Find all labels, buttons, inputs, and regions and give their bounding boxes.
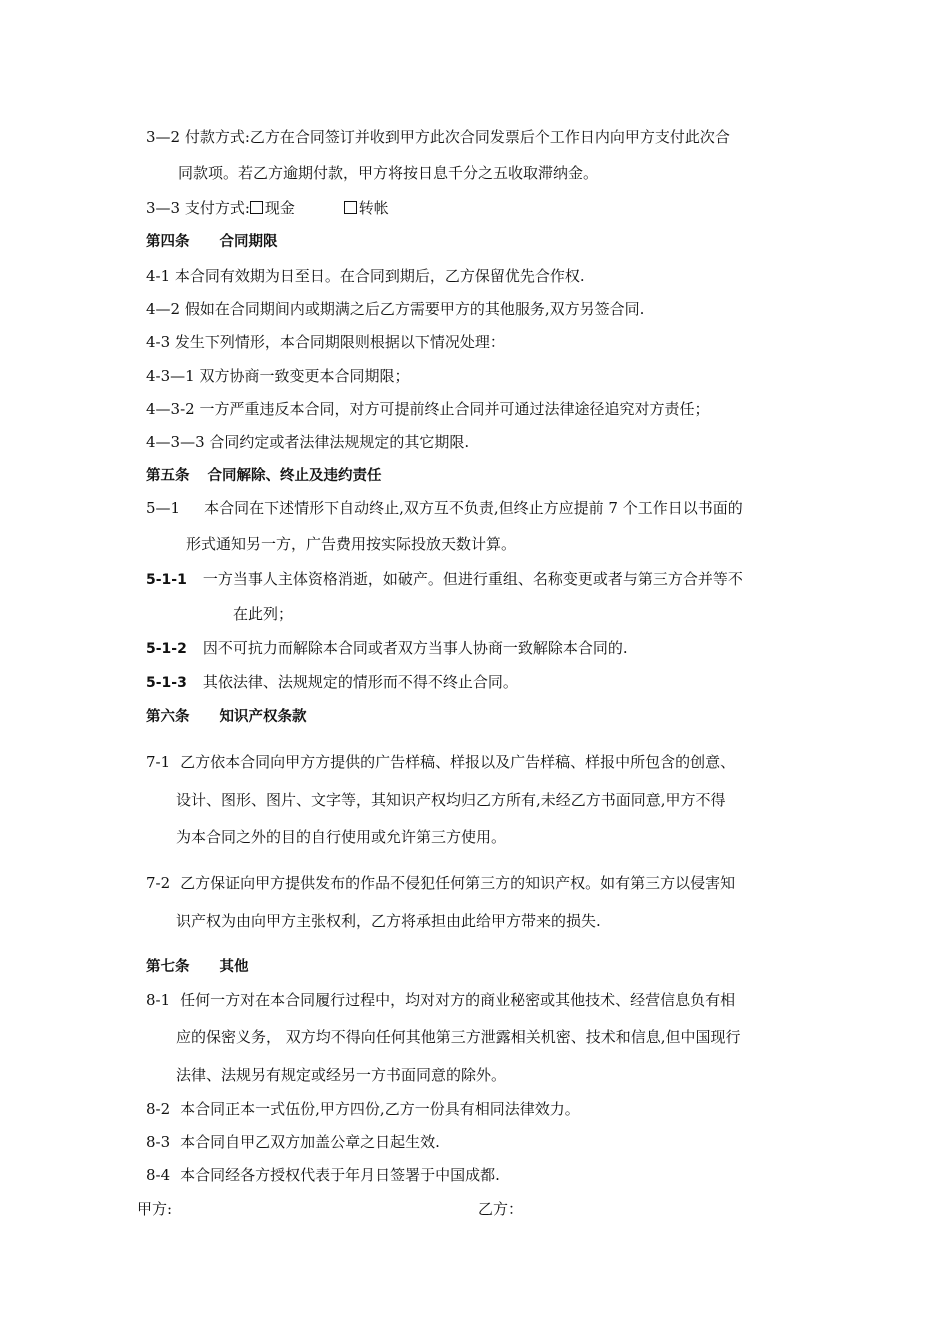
clause-7-2-line1 bbox=[146, 872, 735, 894]
clause-8-3 bbox=[146, 1131, 440, 1153]
clause-5-1-1-line2: 在此列； bbox=[233, 605, 294, 623]
section-7-title: 其他 bbox=[219, 959, 249, 975]
clause-5-1-1-label: 5-1-1 bbox=[146, 572, 187, 588]
clause-8-3-label: 8-3 bbox=[146, 1133, 171, 1151]
clause-4-2: 4—2 假如在合同期间内或期满之后乙方需要甲方的其他服务,双方另签合同. bbox=[146, 300, 645, 318]
clause-5-1-line1 bbox=[146, 497, 743, 519]
clause-8-3-text: 本合同自甲乙双方加盖公章之日起生效. bbox=[180, 1133, 440, 1151]
section-4-title: 合同期限 bbox=[219, 234, 278, 250]
party-b-signature-label: 乙方： bbox=[478, 1200, 524, 1218]
clause-8-1-label: 8-1 bbox=[146, 991, 171, 1009]
section-7-heading bbox=[146, 956, 249, 978]
clause-5-1-1-text: 一方当事人主体资格消逝，如破产。但进行重组、名称变更或者与第三方合并等不 bbox=[202, 570, 743, 588]
option-cash-label: 现金 bbox=[264, 199, 295, 217]
clause-8-4-label: 8-4 bbox=[146, 1166, 171, 1184]
clause-8-1-line1 bbox=[146, 989, 735, 1011]
clause-3-2-text: 付款方式:乙方在合同签订并收到甲方此次合同发票后个工作日内向甲方支付此次合 bbox=[184, 128, 730, 146]
clause-5-1-label: 5—1 bbox=[146, 499, 181, 517]
clause-3-3-prefix: 3—3 支付方式: bbox=[146, 199, 250, 217]
clause-5-1-line2: 形式通知另一方，广告费用按实际投放天数计算。 bbox=[186, 535, 517, 553]
section-5-number: 第五条 bbox=[146, 468, 190, 484]
clause-7-1-label: 7-1 bbox=[146, 753, 171, 771]
section-6-heading bbox=[146, 706, 307, 728]
clause-7-1-line1 bbox=[146, 751, 735, 773]
clause-5-1-2-label: 5-1-2 bbox=[146, 641, 187, 657]
clause-5-1-1-line1 bbox=[146, 568, 743, 591]
clause-3-2-line1 bbox=[146, 126, 730, 148]
section-4-heading bbox=[146, 231, 278, 253]
clause-4-3-1: 4-3—1 双方协商一致变更本合同期限； bbox=[146, 367, 410, 385]
clause-8-2-label: 8-2 bbox=[146, 1100, 171, 1118]
clause-5-1-3 bbox=[146, 671, 518, 694]
clause-7-2-label: 7-2 bbox=[146, 874, 171, 892]
clause-3-3 bbox=[146, 197, 389, 219]
clause-4-3-3: 4—3—3 合同约定或者法律法规规定的其它期限. bbox=[146, 433, 470, 451]
clause-3-2-label: 3—2 bbox=[146, 128, 181, 146]
clause-8-4 bbox=[146, 1164, 500, 1186]
clause-4-1: 4-1 本合同有效期为日至日。在合同到期后，乙方保留优先合作权. bbox=[146, 267, 585, 285]
clause-5-1-2 bbox=[146, 637, 628, 660]
section-6-title: 知识产权条款 bbox=[219, 709, 307, 725]
section-5-title: 合同解除、终止及违约责任 bbox=[207, 468, 382, 484]
clause-8-4-text: 本合同经各方授权代表于年月日签署于中国成都. bbox=[180, 1166, 500, 1184]
section-5-heading bbox=[146, 465, 382, 487]
clause-4-3: 4-3 发生下列情形，本合同期限则根据以下情况处理： bbox=[146, 333, 505, 351]
clause-8-2 bbox=[146, 1098, 580, 1120]
clause-5-1-2-text: 因不可抗力而解除本合同或者双方当事人协商一致解除本合同的. bbox=[202, 639, 628, 657]
clause-7-2-line2: 识产权为由向甲方主张权利，乙方将承担由此给甲方带来的损失. bbox=[176, 912, 601, 930]
clause-4-3-2: 4—3-2 一方严重违反本合同，对方可提前终止合同并可通过法律途径追究对方责任； bbox=[146, 400, 710, 418]
clause-8-1-line2: 应的保密义务， 双方均不得向任何其他第三方泄露相关机密、技术和信息,但中国现行 bbox=[176, 1028, 741, 1046]
section-7-number: 第七条 bbox=[146, 959, 190, 975]
clause-8-1-text: 任何一方对在本合同履行过程中，均对对方的商业秘密或其他技术、经营信息负有相 bbox=[180, 991, 736, 1009]
clause-7-1-line2: 设计、图形、图片、文字等，其知识产权均归乙方所有,未经乙方书面同意,甲方不得 bbox=[176, 791, 726, 809]
checkbox-transfer[interactable] bbox=[344, 201, 357, 214]
section-4-number: 第四条 bbox=[146, 234, 190, 250]
option-transfer-label: 转帐 bbox=[358, 199, 389, 217]
clause-5-1-3-text: 其依法律、法规规定的情形而不得不终止合同。 bbox=[202, 673, 518, 691]
clause-7-2-text: 乙方保证向甲方提供发布的作品不侵犯任何第三方的知识产权。如有第三方以侵害知 bbox=[180, 874, 736, 892]
checkbox-cash[interactable] bbox=[250, 201, 263, 214]
clause-7-1-line3: 为本合同之外的目的自行使用或允许第三方使用。 bbox=[176, 828, 507, 846]
clause-7-1-text: 乙方依本合同向甲方方提供的广告样稿、样报以及广告样稿、样报中所包含的创意、 bbox=[180, 753, 736, 771]
clause-3-2-line2: 同款项。若乙方逾期付款，甲方将按日息千分之五收取滞纳金。 bbox=[178, 164, 599, 182]
section-6-number: 第六条 bbox=[146, 709, 190, 725]
clause-5-1-text: 本合同在下述情形下自动终止,双方互不负责,但终止方应提前 7 个工作日以书面的 bbox=[204, 499, 743, 517]
party-a-signature-label: 甲方: bbox=[137, 1200, 173, 1218]
clause-8-2-text: 本合同正本一式伍份,甲方四份,乙方一份具有相同法律效力。 bbox=[180, 1100, 580, 1118]
clause-5-1-3-label: 5-1-3 bbox=[146, 675, 187, 691]
clause-8-1-line3: 法律、法规另有规定或经另一方书面同意的除外。 bbox=[176, 1066, 507, 1084]
